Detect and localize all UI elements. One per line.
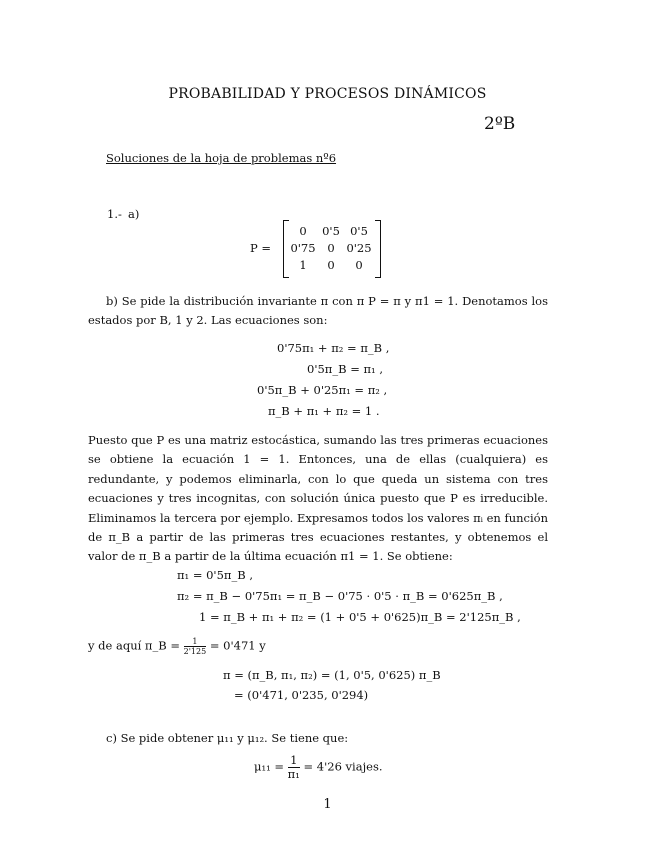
matrix-cell: 0 [327, 240, 335, 255]
problem-number: 1.- [107, 207, 122, 221]
matrix-row [289, 256, 373, 273]
matrix-table [289, 222, 373, 273]
pi-vector-line1: π = (π_B, π₁, π₂) = (1, 0'5, 0'625) π_B [223, 668, 441, 682]
part-c-text: c) Se pide obtener μ₁₁ y μ₁₂. Se tiene que: [106, 731, 349, 745]
transition-matrix [283, 220, 381, 278]
equation-b2: 0'5π_B = π₁ , [307, 362, 383, 376]
mu-rhs: = 4'26 viajes. [303, 759, 383, 774]
matrix-cell: 0'75 [290, 240, 316, 255]
matrix-right-bracket [375, 220, 381, 278]
equation-c2: π₂ = π_B − 0'75π₁ = π_B − 0'75 · 0'5 · π_B = 0'625π_B , [177, 589, 503, 603]
equation-b3: 0'5π_B + 0'25π₁ = π₂ , [257, 383, 388, 397]
result-fraction-denominator: 2'125 [183, 647, 207, 656]
page-title: PROBABILIDAD Y PROCESOS DINÁMICOS [168, 86, 487, 102]
mu-fraction-denominator: π₁ [287, 767, 300, 781]
matrix-cell: 0'25 [346, 240, 372, 255]
matrix-cell: 0'5 [322, 223, 340, 238]
mu-equation [254, 754, 383, 781]
matrix-cell: 0 [355, 257, 363, 272]
section-subtitle: Soluciones de la hoja de problemas nº6 [106, 151, 337, 165]
result-fraction [184, 637, 207, 656]
result-suffix: = 0'471 y [209, 638, 266, 653]
page-number: 1 [323, 797, 332, 812]
part-b-text: b) Se pide la distribución invariante π con π P = π y π1 = 1. Denotamos los estados por B, 1 y 2. Las ecuaciones son: [88, 294, 548, 328]
matrix-row [289, 239, 373, 256]
mu-fraction-numerator: 1 [288, 754, 300, 768]
result-fraction-numerator: 1 [184, 637, 207, 647]
matrix-cell: 1 [299, 257, 307, 272]
equation-b1: 0'75π₁ + π₂ = π_B , [277, 341, 390, 355]
part-a-label: a) [128, 207, 140, 221]
matrix-cell: 0 [327, 257, 335, 272]
matrix-row [289, 222, 373, 239]
course-label: 2ºB [484, 114, 516, 134]
result-prefix: y de aquí π_B = [88, 638, 180, 653]
pi-vector-line2: = (0'471, 0'235, 0'294) [234, 688, 369, 702]
matrix-cell: 0'5 [350, 223, 368, 238]
matrix-name: P = [250, 241, 272, 255]
mu-lhs: μ₁₁ = [254, 759, 284, 774]
matrix-cell: 0 [299, 223, 307, 238]
equation-b4: π_B + π₁ + π₂ = 1 . [268, 404, 380, 418]
mu-fraction [288, 754, 300, 781]
result-line [88, 637, 266, 656]
equation-c3: 1 = π_B + π₁ + π₂ = (1 + 0'5 + 0'625)π_B = 2'125π_B , [199, 610, 521, 624]
equation-c1: π₁ = 0'5π_B , [177, 568, 253, 582]
explanation-paragraph: Puesto que P es una matriz estocástica, sumando las tres primeras ecuaciones se obtiene la ecuación 1 = 1. Entonces, una de ellas (cualquiera) es redundante, y podemos eliminarla, con lo que queda un sistema con tres ecuaciones y tres incognitas, con solución única puesto que P es irreducible. Eliminamos la tercera por ejemplo. Expresamos todos los valores πᵢ en función de π_B a partir de las primeras tres ecuaciones restantes, y obtenemos el valor de π_B a partir de la última ecuación π1 = 1. Se obtiene: [88, 433, 548, 564]
